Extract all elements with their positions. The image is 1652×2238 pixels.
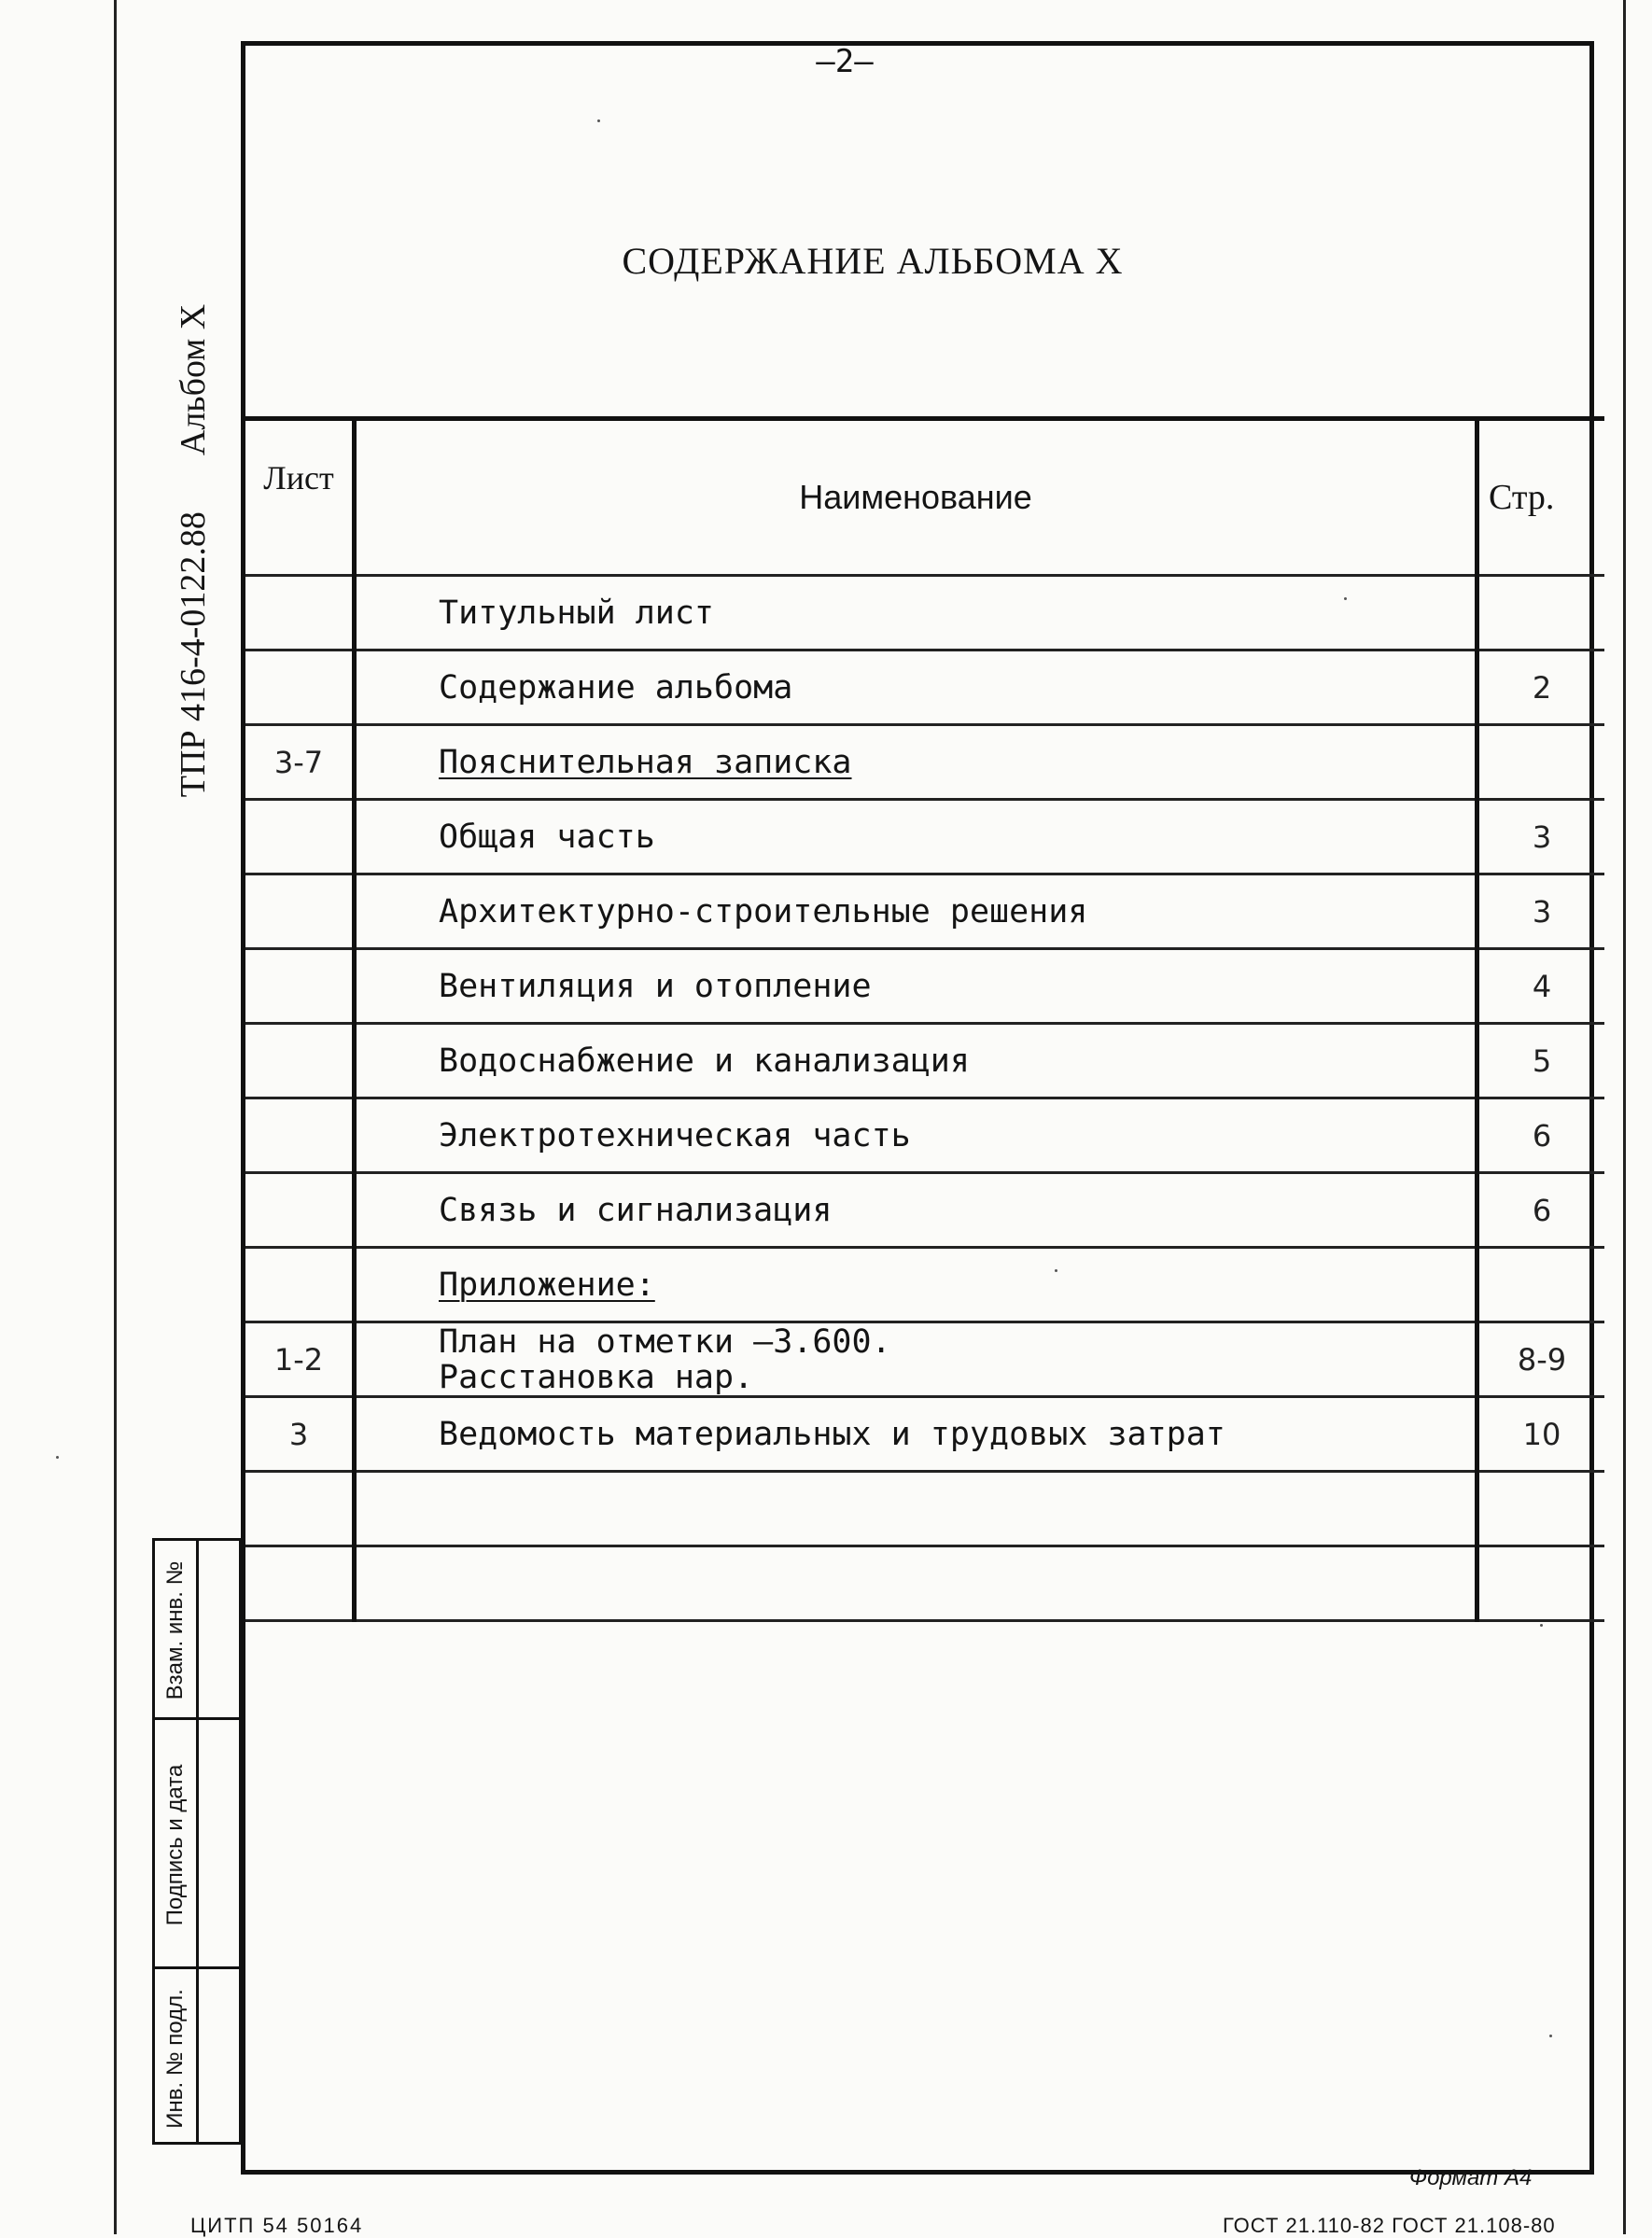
scan-speck [597,119,600,122]
album-title: СОДЕРЖАНИЕ АЛЬБОМА X [622,240,1124,282]
table-row [245,1173,1604,1248]
row-sheet [245,1173,355,1248]
stamp-divider [152,1966,242,1969]
row-page [1477,576,1605,650]
row-page: 4 [1477,949,1605,1024]
table-row [245,949,1604,1024]
table-row [245,1024,1604,1098]
row-name [355,576,1477,650]
row-name [355,650,1477,725]
stamp-inv-label: Инв. № подл. [162,1988,188,2129]
row-page: 3 [1477,800,1605,874]
row-page: 5 [1477,1024,1605,1098]
row-name-text-line2: Расстановка нар. [439,1358,754,1396]
contents-table [245,416,1604,1622]
row-name-text: Общая часть [439,818,655,856]
row-sheet: 3-7 [245,725,355,800]
header-sheet: Лист [245,419,355,576]
row-name [355,1173,1477,1248]
row-sheet [245,800,355,874]
side-code: ТПР 416-4-0122.88 [174,511,213,798]
header-name: Наименование [355,419,1477,576]
row-name [355,1322,1477,1397]
row-sheet [245,1098,355,1173]
side-document-code [161,252,226,849]
row-name-text: Электротехническая часть [439,1116,911,1154]
table-header-row [245,419,1604,576]
footer-left: ЦИТП 54 50164 [190,2214,364,2237]
row-name-text: Пояснительная записка [439,743,852,781]
row-sheet [245,1546,355,1621]
table-row [245,1397,1604,1472]
row-name-text: Водоснабжение и канализация [439,1042,970,1080]
scan-speck [1549,2035,1552,2037]
row-sheet [245,949,355,1024]
row-page: 6 [1477,1173,1605,1248]
row-name-text: План на отметки –3.600. [439,1322,891,1361]
row-name [355,874,1477,949]
scan-speck [56,1456,59,1459]
table-row [245,650,1604,725]
row-sheet [245,1024,355,1098]
header-page: Стр. [1477,419,1605,576]
table-row [245,1098,1604,1173]
row-name-text: Ведомость материальных и трудовых затрат [439,1415,1225,1453]
stamp-vzam [155,1541,196,1720]
scan-speck [1344,597,1347,600]
table-row [245,1472,1604,1546]
row-name-text: Титульный лист [439,594,715,632]
row-page: 2 [1477,650,1605,725]
row-name [355,1397,1477,1472]
row-page: 8-9 [1477,1322,1605,1397]
row-sheet [245,1248,355,1322]
table-row [245,576,1604,650]
row-page: 6 [1477,1098,1605,1173]
stamp-fields [199,1541,239,2142]
row-sheet: 3 [245,1397,355,1472]
stamp-podpis [155,1720,196,1969]
approval-stamp [152,1538,242,2145]
row-name-text: Содержание альбома [439,668,793,706]
row-page: 3 [1477,874,1605,949]
row-name-text: Архитектурно-строительные решения [439,892,1088,930]
row-page [1477,1472,1605,1546]
table-row [245,800,1604,874]
table-row [245,725,1604,800]
row-name [355,1024,1477,1098]
row-name [355,949,1477,1024]
row-page: 10 [1477,1397,1605,1472]
row-sheet [245,650,355,725]
stamp-divider [152,1717,242,1720]
row-sheet [245,1472,355,1546]
row-name-text: Связь и сигнализация [439,1191,833,1229]
footer-right: ГОСТ 21.110-82 ГОСТ 21.108-80 [1223,2214,1556,2237]
row-page [1477,725,1605,800]
side-album: Альбом X [174,303,213,456]
format-label: Формат А4 [1409,2165,1533,2190]
table-row [245,1322,1604,1397]
row-name [355,1546,1477,1621]
row-name [355,1098,1477,1173]
row-page [1477,1546,1605,1621]
row-name-text: Приложение: [439,1266,655,1304]
stamp-labels-column [155,1541,199,2142]
row-name [355,1248,1477,1322]
row-name [355,800,1477,874]
row-sheet [245,576,355,650]
side-code-text [173,304,214,797]
row-page [1477,1248,1605,1322]
row-name [355,1472,1477,1546]
row-sheet [245,874,355,949]
row-name [355,725,1477,800]
stamp-vzam-label: Взам. инв. № [162,1560,188,1700]
scan-speck [1055,1269,1057,1272]
stamp-podpis-label: Подпись и дата [162,1764,188,1925]
table-row [245,874,1604,949]
row-sheet: 1-2 [245,1322,355,1397]
row-name-text: Вентиляция и отопление [439,967,872,1005]
page-number: –2– [816,43,874,80]
table-row [245,1248,1604,1322]
table-row [245,1546,1604,1621]
scan-speck [1540,1624,1543,1627]
stamp-inv [155,1969,196,2147]
